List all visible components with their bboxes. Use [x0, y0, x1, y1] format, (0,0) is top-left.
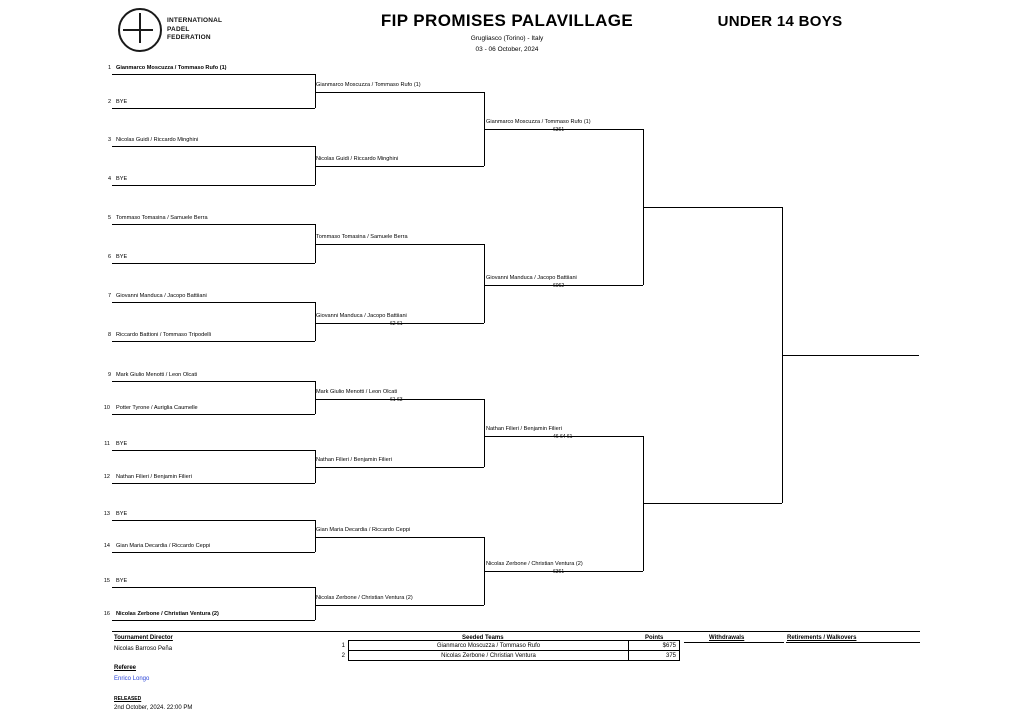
- seed-team-name: Nicolas Zerbone / Christian Ventura: [349, 651, 629, 661]
- bracket-line-final: [782, 355, 919, 356]
- seed-points: $675: [629, 641, 680, 651]
- bracket-line: [484, 436, 643, 437]
- bracket-line: [112, 146, 315, 147]
- withdrawals-label: Withdrawals: [709, 635, 745, 641]
- r1-player: Potter Tyrone / Auriglia Caumelle: [116, 405, 198, 411]
- seed-number: 6: [107, 254, 111, 260]
- r1-player: Tommaso Tomasina / Samuele Berra: [116, 215, 208, 221]
- tournament-location: Grugliasco (Torino) - Italy: [470, 35, 544, 42]
- bracket-line: [112, 185, 315, 186]
- r1-player: BYE: [116, 441, 128, 447]
- bracket-connector: [484, 399, 485, 467]
- logo-line-2: PADEL: [167, 25, 190, 33]
- r2-player: Gianmarco Moscuzza / Tommaso Rufo (1): [316, 82, 421, 88]
- r1-player: BYE: [116, 254, 128, 260]
- bracket-line: [315, 244, 484, 245]
- seeded-teams-label: Seeded Teams: [462, 635, 504, 641]
- bracket-line: [112, 302, 315, 303]
- r1-player: BYE: [116, 578, 128, 584]
- referee-label: Referee: [114, 665, 137, 671]
- r1-player: Gianmarco Moscuzza / Tommaso Rufo (1): [116, 65, 227, 71]
- r1-player: Nicolas Zerbone / Christian Ventura (2): [116, 611, 219, 617]
- seed-rank: 2: [341, 652, 345, 659]
- logo-line-1: INTERNATIONAL: [167, 16, 223, 24]
- r2-player: Mark Giulio Menotti / Leon Olcati: [316, 389, 398, 395]
- bracket-line: [112, 108, 315, 109]
- r2-player: Nathan Filieri / Benjamin Filieri: [316, 457, 392, 463]
- seed-rank: 1: [341, 642, 345, 649]
- seed-number: 13: [103, 511, 110, 517]
- seed-number: 4: [107, 176, 111, 182]
- points-label: Points: [645, 635, 664, 641]
- released-datetime: 2nd October, 2024. 22:00 PM: [114, 705, 193, 711]
- tournament-director-label: Tournament Director: [114, 635, 173, 641]
- r3-player: Nathan Filieri / Benjamin Filieri: [486, 426, 562, 432]
- bracket-line: [112, 224, 315, 225]
- bracket-line: [315, 166, 484, 167]
- bracket-line: [315, 605, 484, 606]
- bracket-line: [112, 620, 315, 621]
- bracket-line: [643, 207, 782, 208]
- seed-number: 16: [103, 611, 110, 617]
- r3-player: Nicolas Zerbone / Christian Ventura (2): [486, 561, 583, 567]
- r3-player: Giovanni Manduca / Jacopo Battiiani: [486, 275, 577, 281]
- seed-points: 375: [629, 651, 680, 661]
- seed-number: 15: [103, 578, 110, 584]
- bracket-line: [484, 129, 643, 130]
- bracket-line: [112, 552, 315, 553]
- r2-player: Tommaso Tomasina / Samuele Berra: [316, 234, 408, 240]
- table-row: [334, 651, 680, 661]
- bracket-line: [112, 450, 315, 451]
- bracket-line: [315, 92, 484, 93]
- r1-player: Giovanni Manduca / Jacopo Battiiani: [116, 293, 207, 299]
- r2-player: Giovanni Manduca / Jacopo Battiiani: [316, 313, 407, 319]
- seed-number: 1: [107, 65, 111, 71]
- retirements-label: Retirements / Walkovers: [787, 635, 857, 641]
- r1-player: BYE: [116, 99, 128, 105]
- seed-number: 12: [103, 474, 110, 480]
- seed-number: 7: [107, 293, 111, 299]
- r1-player: Nicolas Guidi / Riccardo Minghini: [116, 137, 199, 143]
- bracket-line: [112, 414, 315, 415]
- seeded-teams-table: [334, 640, 680, 661]
- r3-score: 6062: [553, 283, 565, 289]
- bracket-line: [315, 323, 484, 324]
- r2-score: 62 61: [390, 321, 403, 327]
- r3-player: Gianmarco Moscuzza / Tommaso Rufo (1): [486, 119, 591, 125]
- seed-number: 14: [103, 543, 110, 549]
- bracket-connector: [315, 587, 316, 620]
- bracket-line: [112, 483, 315, 484]
- r1-player: Riccardo Battioni / Tommaso Tripodelli: [116, 332, 212, 338]
- r1-player: Gian Maria Decardia / Riccardo Ceppi: [116, 543, 211, 549]
- bracket-line: [484, 285, 643, 286]
- bracket-line: [112, 263, 315, 264]
- seed-number: 9: [107, 372, 111, 378]
- bracket-line: [112, 381, 315, 382]
- r2-player: Nicolas Guidi / Riccardo Minghini: [316, 156, 399, 162]
- referee-name[interactable]: Enrico Longo: [114, 676, 150, 682]
- r2-score: 61 63: [390, 397, 403, 403]
- withdrawals-rule: [684, 642, 784, 643]
- logo-line-3: FEDERATION: [167, 34, 211, 42]
- bracket-connector: [315, 74, 316, 108]
- seed-team-name: Gianmarco Moscuzza / Tommaso Rufo: [349, 641, 629, 651]
- r2-player: Gian Maria Decardia / Riccardo Ceppi: [316, 527, 411, 533]
- tournament-director-name: Nicolas Barroso Peña: [114, 646, 173, 652]
- bracket-line: [112, 341, 315, 342]
- seed-number: 3: [107, 137, 111, 143]
- r1-player: BYE: [116, 176, 128, 182]
- seed-number: 10: [103, 405, 110, 411]
- table-row: [334, 641, 680, 651]
- bracket-line: [112, 587, 315, 588]
- bracket-line: [112, 520, 315, 521]
- r1-player: Mark Giulio Menotti / Leon Olcati: [116, 372, 198, 378]
- released-label: RELEASED: [114, 696, 142, 702]
- tournament-dates: 03 - 06 October, 2024: [475, 46, 539, 53]
- retirements-rule: [786, 642, 920, 643]
- bracket-line: [315, 467, 484, 468]
- seed-number: 5: [107, 215, 111, 221]
- bracket-connector: [315, 381, 316, 414]
- bracket-connector: [315, 302, 316, 341]
- r3-score: 6361: [553, 569, 565, 575]
- r1-player: Nathan Filieri / Benjamin Filieri: [116, 474, 192, 480]
- r1-player: BYE: [116, 511, 128, 517]
- bracket-connector: [315, 520, 316, 552]
- r2-player: Nicolas Zerbone / Christian Ventura (2): [316, 595, 413, 601]
- bracket-line: [315, 399, 484, 400]
- bracket-line: [315, 537, 484, 538]
- bracket-line: [484, 571, 643, 572]
- page-title: FIP PROMISES PALAVILLAGE: [380, 11, 634, 30]
- seed-number: 2: [107, 99, 111, 105]
- seed-number: 11: [104, 441, 110, 447]
- r3-score: 6361: [553, 127, 565, 133]
- r3-score: 46 64 61: [553, 434, 573, 440]
- footer-divider: [112, 631, 920, 632]
- bracket-connector: [484, 244, 485, 323]
- bracket-line: [643, 503, 782, 504]
- bracket-line: [112, 74, 315, 75]
- seed-number: 8: [107, 332, 111, 338]
- draw-category: UNDER 14 BOYS: [717, 13, 843, 30]
